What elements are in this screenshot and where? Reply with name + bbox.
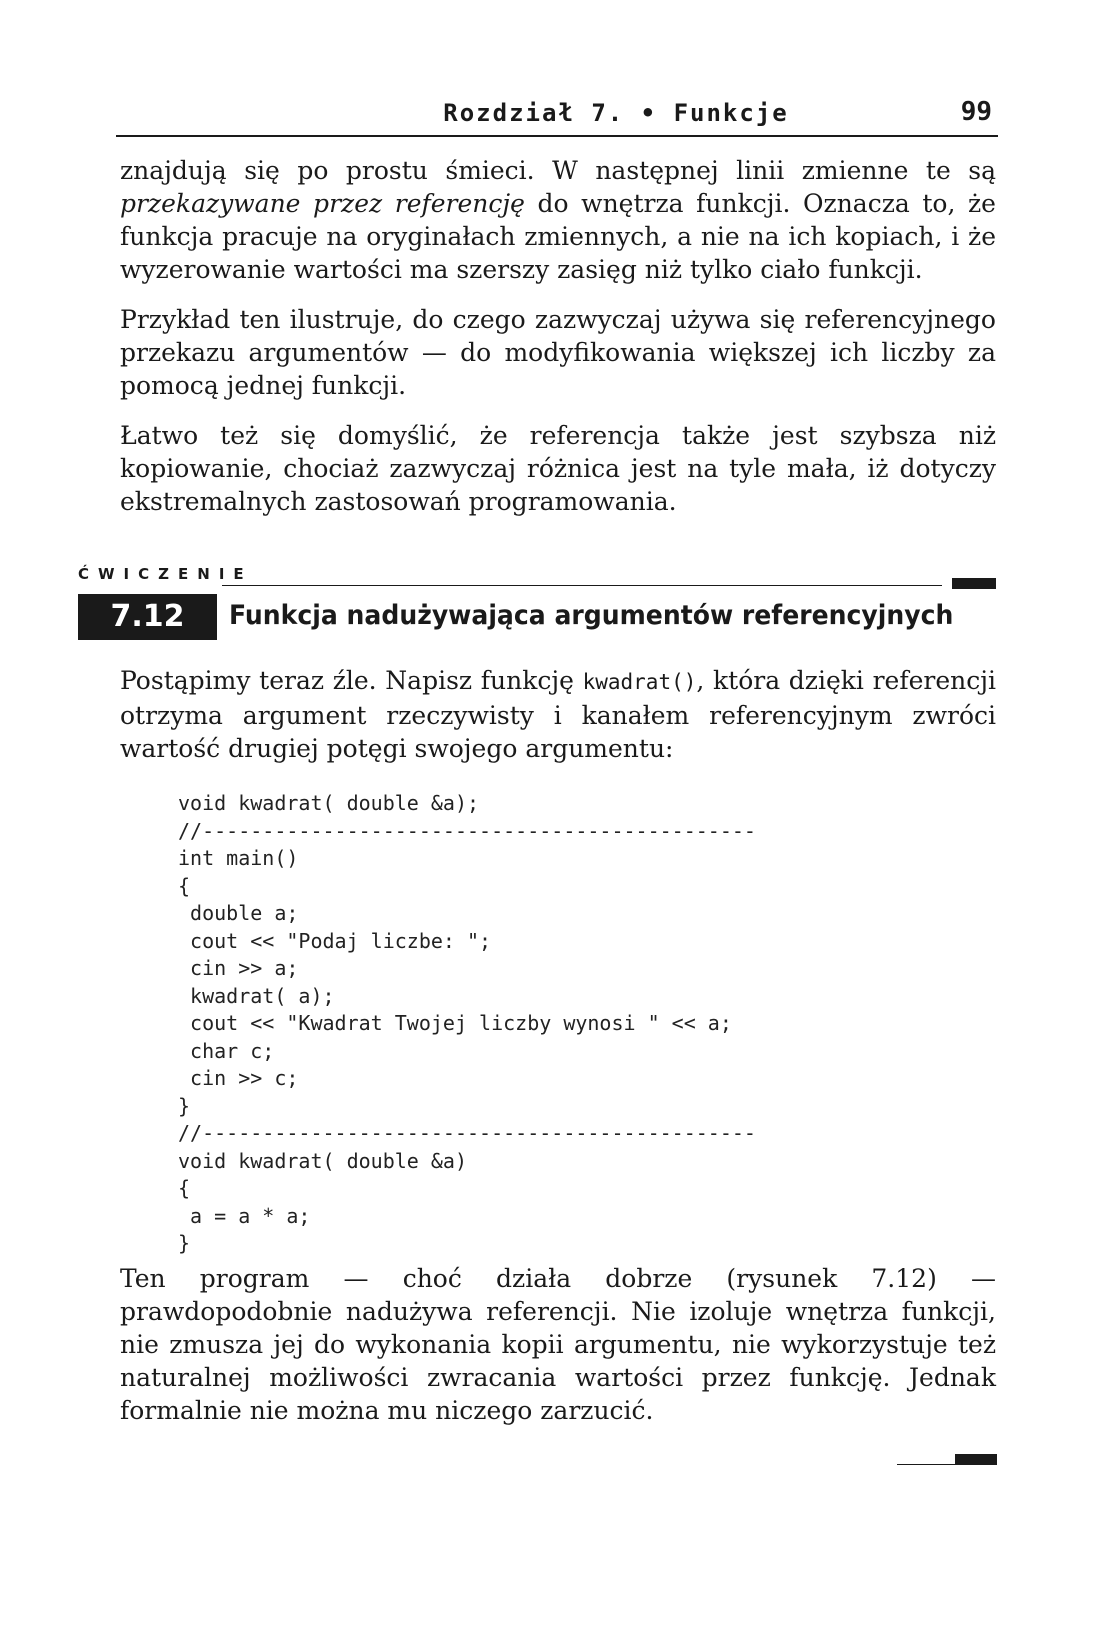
paragraph-2-text: Przykład ten ilustruje, do czego zazwyczaj używa się referencyjnego przekazu argumentów — do modyfikowania większej ich liczby za pomocą jednej funkcji. (120, 305, 996, 400)
end-divider-block (955, 1454, 997, 1465)
paragraph-3-text: Łatwo też się domyślić, że referencja także jest szybsza niż kopiowanie, chociaż zazwyczaj różnica jest na tyle mała, iż dotyczy ekstremalnych zastosowań programowania. (120, 421, 996, 516)
paragraph-1-text: znajdują się po prostu śmieci. W następnej linii zmienne te są (120, 156, 996, 185)
exercise-title: Funkcja nadużywająca argumentów referencyjnych (229, 600, 954, 631)
code-line: cout << "Podaj liczbe: "; (178, 928, 492, 953)
code-line: double a; (178, 901, 299, 925)
code-line: int main() (178, 846, 299, 870)
exercise-divider (222, 585, 942, 586)
end-divider (897, 1464, 957, 1465)
code-line: kwadrat( a); (178, 983, 335, 1008)
paragraph-1-text-continued: do wnętrza funkcji. Oznacza to, że funkcja pracuje na oryginałach zmiennych, a nie na ich kopiach, i że wyzerowanie wartości ma szerszy zasięg niż tylko ciało funkcji. (120, 189, 996, 284)
paragraph-2 (120, 303, 996, 402)
exercise-number: 7.12 (78, 594, 217, 640)
code-line: //---------------------------------------------- (178, 1121, 756, 1145)
code-listing (178, 790, 818, 1258)
code-line: { (178, 1176, 191, 1200)
inline-code: kwadrat() (582, 670, 697, 694)
paragraph-1 (120, 154, 996, 286)
code-line: cin >> c; (178, 1066, 299, 1090)
code-line: cout << "Kwadrat Twojej liczby wynosi " << a; (178, 1011, 732, 1035)
exercise-divider-block (952, 578, 996, 589)
exercise-intro (120, 664, 996, 765)
code-line: char c; (178, 1038, 275, 1063)
code-line: a = a * a; (178, 1203, 311, 1228)
code-line: void kwadrat( double &a); (178, 791, 480, 815)
intro-text-continued: , która dzięki referencji otrzyma argument rzeczywisty i kanałem referencyjnym zwróci wartość drugiej potęgi swojego argumentu: (120, 666, 996, 763)
paragraph-3 (120, 419, 996, 518)
intro-text: Postąpimy teraz źle. Napisz funkcję (120, 666, 583, 695)
page-header (116, 95, 998, 137)
code-line: } (178, 1231, 191, 1255)
code-line: { (178, 873, 191, 898)
code-line: } (178, 1093, 191, 1118)
code-line: //---------------------------------------------- (178, 818, 756, 843)
page-number: 99 (960, 97, 992, 127)
exercise-label: ĆWICZENIE (78, 565, 253, 583)
paragraph-1-emphasis: przekazywane przez referencję (120, 189, 525, 218)
code-line: void kwadrat( double &a) (178, 1148, 467, 1173)
closing-paragraph (120, 1262, 996, 1427)
running-title: Rozdział 7. • Funkcje (443, 99, 789, 127)
code-line: cin >> a; (178, 956, 299, 980)
closing-text: Ten program — choć działa dobrze (rysunek 7.12) — prawdopodobnie nadużywa referencji. Nie izoluje wnętrza funkcji, nie zmusza jej do wykonania kopii argumentu, nie wykorzystuje też naturalnej możliwości zwracania wartości przez funkcję. Jednak formalnie nie można mu niczego zarzucić. (120, 1264, 996, 1425)
